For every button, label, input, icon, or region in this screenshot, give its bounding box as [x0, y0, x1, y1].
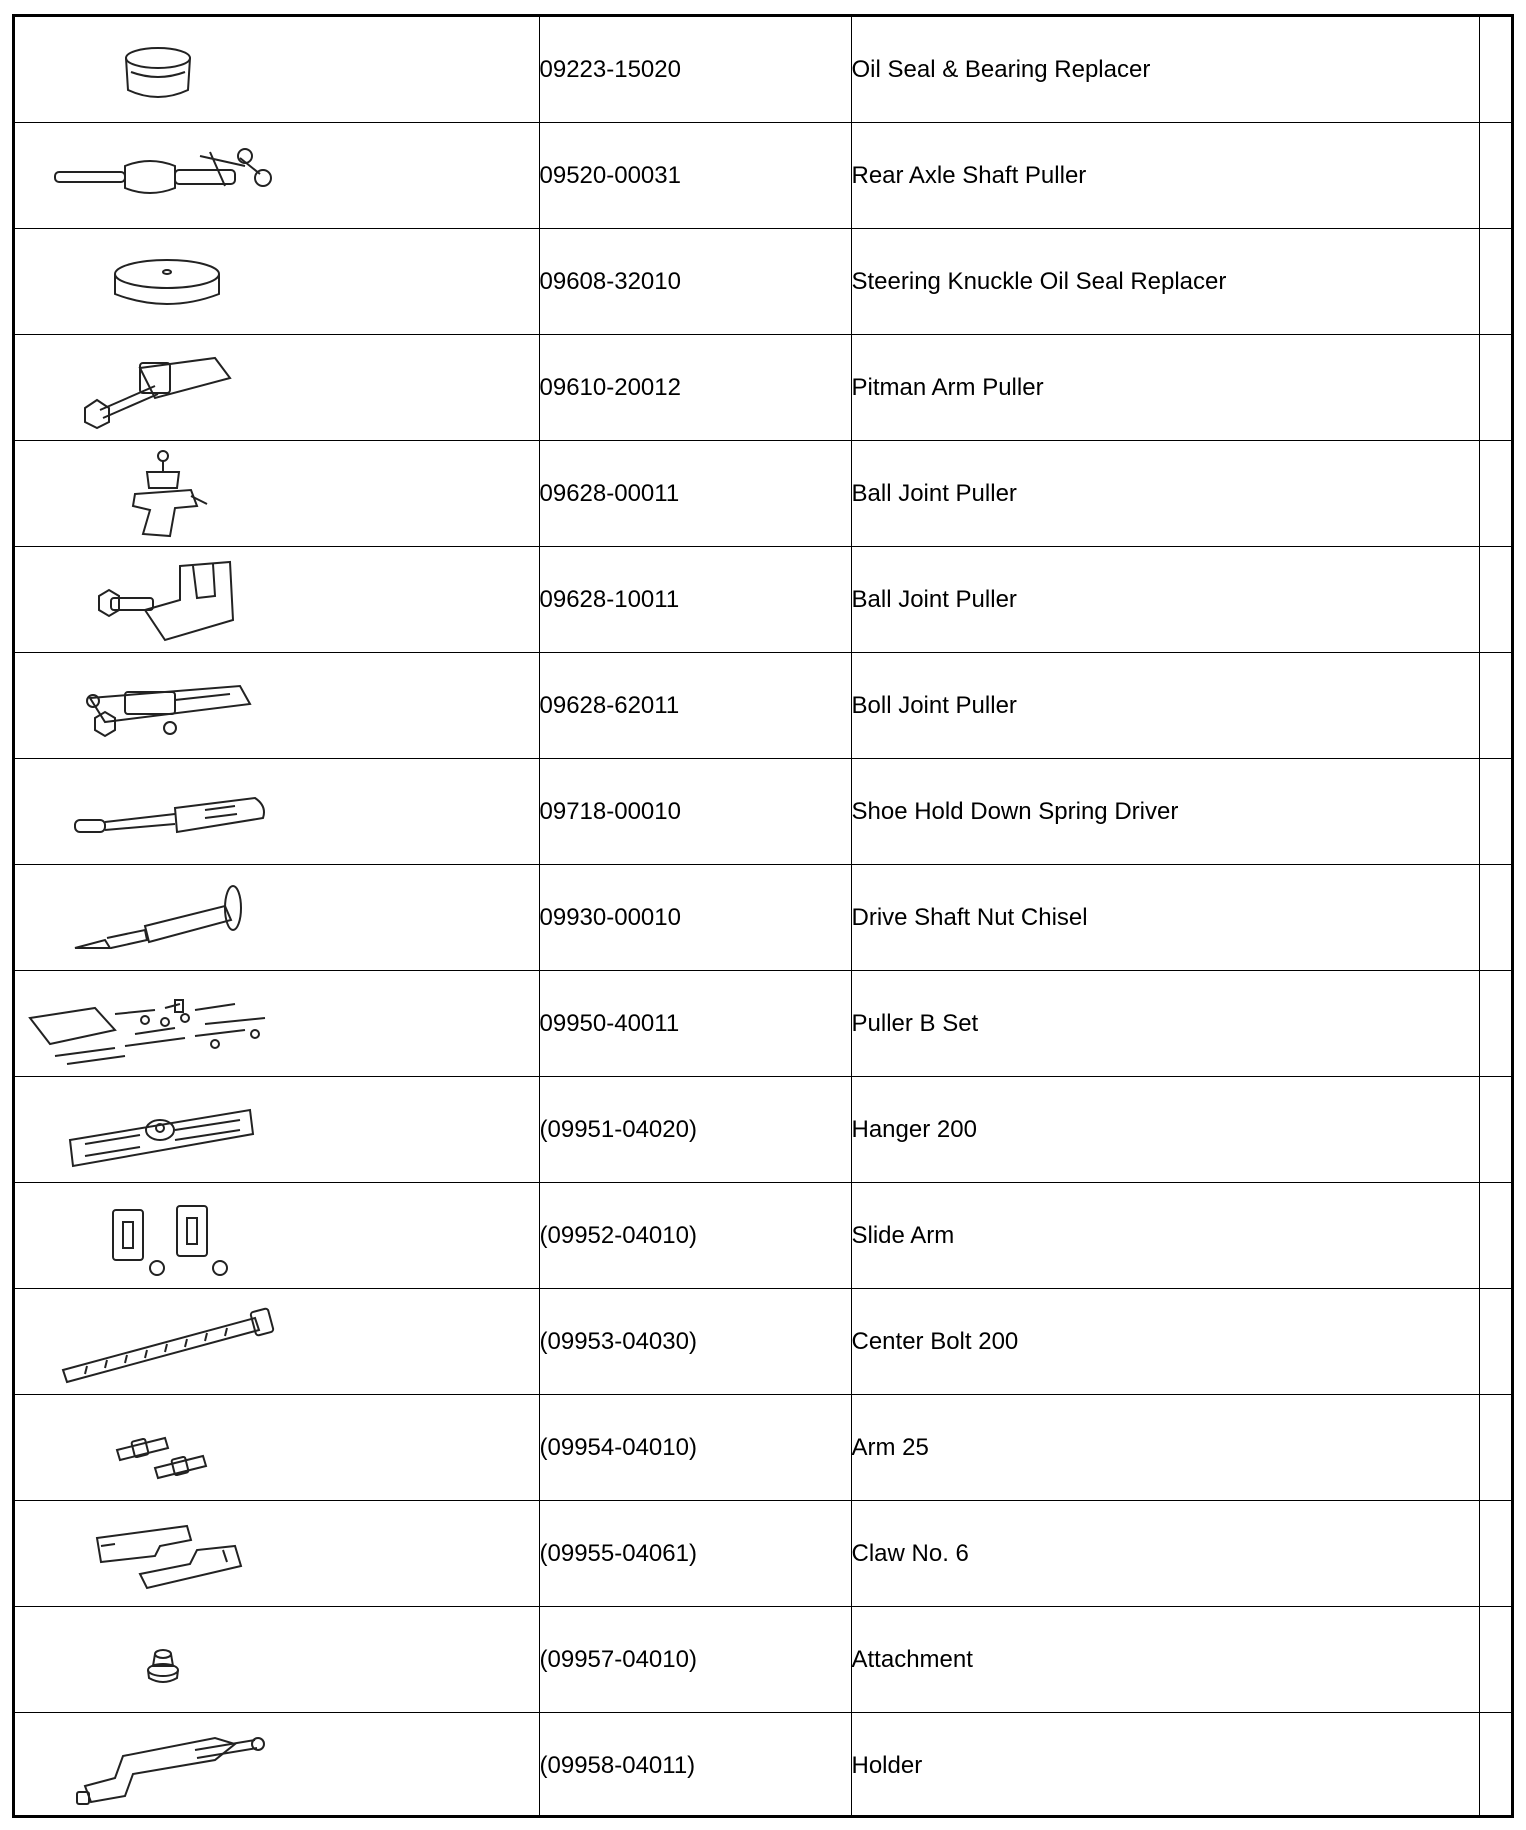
tool-name: Puller B Set [851, 971, 1479, 1077]
blank-cell [1479, 971, 1511, 1077]
blank-cell [1479, 865, 1511, 971]
blank-cell [1479, 1501, 1511, 1607]
tool-image-cell [15, 1289, 539, 1395]
blank-cell [1479, 1289, 1511, 1395]
tool-image-cell [15, 1395, 539, 1501]
part-number: (09958-04011) [539, 1713, 851, 1819]
boll-joint-puller-icon [15, 656, 535, 756]
part-number: (09954-04010) [539, 1395, 851, 1501]
tool-image-cell [15, 229, 539, 335]
oil-seal-bearing-replacer-icon [15, 20, 535, 120]
steering-knuckle-oil-seal-replacer-icon [15, 232, 535, 332]
tool-image-cell [15, 123, 539, 229]
drive-shaft-nut-chisel-icon [15, 868, 535, 968]
table-row [15, 547, 1511, 653]
part-number: 09718-00010 [539, 759, 851, 865]
tool-name: Pitman Arm Puller [851, 335, 1479, 441]
pitman-arm-puller-icon [15, 338, 535, 438]
tool-name: Claw No. 6 [851, 1501, 1479, 1607]
blank-cell [1479, 1713, 1511, 1819]
part-number: 09930-00010 [539, 865, 851, 971]
part-number: 09520-00031 [539, 123, 851, 229]
blank-cell [1479, 229, 1511, 335]
table-row [15, 1183, 1511, 1289]
blank-cell [1479, 1077, 1511, 1183]
hanger-icon [15, 1080, 535, 1180]
slide-arm-icon [15, 1186, 535, 1286]
tool-name: Hanger 200 [851, 1077, 1479, 1183]
ball-joint-puller-clamp-icon [15, 550, 535, 650]
tool-image-cell [15, 17, 539, 123]
tool-name: Arm 25 [851, 1395, 1479, 1501]
table-row [15, 123, 1511, 229]
table-row [15, 1289, 1511, 1395]
tool-image-cell [15, 335, 539, 441]
tool-name: Shoe Hold Down Spring Driver [851, 759, 1479, 865]
special-tools-sheet [12, 14, 1514, 1818]
center-bolt-icon [15, 1292, 535, 1392]
tool-image-cell [15, 865, 539, 971]
tool-name: Ball Joint Puller [851, 441, 1479, 547]
part-number: 09628-00011 [539, 441, 851, 547]
tool-image-cell [15, 1713, 539, 1819]
part-number: (09952-04010) [539, 1183, 851, 1289]
tool-name: Attachment [851, 1607, 1479, 1713]
special-tools-table [15, 17, 1511, 1818]
part-number: 09610-20012 [539, 335, 851, 441]
puller-b-set-icon [15, 974, 535, 1074]
tool-image-cell [15, 759, 539, 865]
blank-cell [1479, 653, 1511, 759]
tool-image-cell [15, 441, 539, 547]
tool-image-cell [15, 1077, 539, 1183]
blank-cell [1479, 441, 1511, 547]
table-row [15, 1395, 1511, 1501]
tool-name: Holder [851, 1713, 1479, 1819]
holder-icon [15, 1716, 535, 1816]
tool-name: Oil Seal & Bearing Replacer [851, 17, 1479, 123]
table-row [15, 971, 1511, 1077]
tool-image-cell [15, 971, 539, 1077]
blank-cell [1479, 759, 1511, 865]
table-row [15, 759, 1511, 865]
ball-joint-puller-icon [15, 444, 535, 544]
tool-image-cell [15, 1607, 539, 1713]
tool-name: Steering Knuckle Oil Seal Replacer [851, 229, 1479, 335]
part-number: (09953-04030) [539, 1289, 851, 1395]
table-row [15, 17, 1511, 123]
part-number: 09628-10011 [539, 547, 851, 653]
tool-name: Ball Joint Puller [851, 547, 1479, 653]
blank-cell [1479, 335, 1511, 441]
table-row [15, 1713, 1511, 1819]
table-row [15, 1607, 1511, 1713]
part-number: (09951-04020) [539, 1077, 851, 1183]
blank-cell [1479, 547, 1511, 653]
claw-icon [15, 1504, 535, 1604]
blank-cell [1479, 123, 1511, 229]
tool-image-cell [15, 1501, 539, 1607]
table-row [15, 1077, 1511, 1183]
tool-image-cell [15, 547, 539, 653]
blank-cell [1479, 1607, 1511, 1713]
rear-axle-shaft-puller-icon [15, 126, 535, 226]
tool-image-cell [15, 1183, 539, 1289]
table-row [15, 1501, 1511, 1607]
part-number: 09223-15020 [539, 17, 851, 123]
table-row [15, 865, 1511, 971]
part-number: (09957-04010) [539, 1607, 851, 1713]
part-number: (09955-04061) [539, 1501, 851, 1607]
shoe-hold-down-spring-driver-icon [15, 762, 535, 862]
table-row [15, 229, 1511, 335]
part-number: 09950-40011 [539, 971, 851, 1077]
tool-name: Boll Joint Puller [851, 653, 1479, 759]
tool-name: Slide Arm [851, 1183, 1479, 1289]
tool-name: Drive Shaft Nut Chisel [851, 865, 1479, 971]
part-number: 09608-32010 [539, 229, 851, 335]
arm-icon [15, 1398, 535, 1498]
blank-cell [1479, 17, 1511, 123]
part-number: 09628-62011 [539, 653, 851, 759]
blank-cell [1479, 1183, 1511, 1289]
attachment-icon [15, 1610, 535, 1710]
blank-cell [1479, 1395, 1511, 1501]
tool-image-cell [15, 653, 539, 759]
tool-name: Rear Axle Shaft Puller [851, 123, 1479, 229]
table-row [15, 335, 1511, 441]
table-row [15, 653, 1511, 759]
tool-name: Center Bolt 200 [851, 1289, 1479, 1395]
table-row [15, 441, 1511, 547]
